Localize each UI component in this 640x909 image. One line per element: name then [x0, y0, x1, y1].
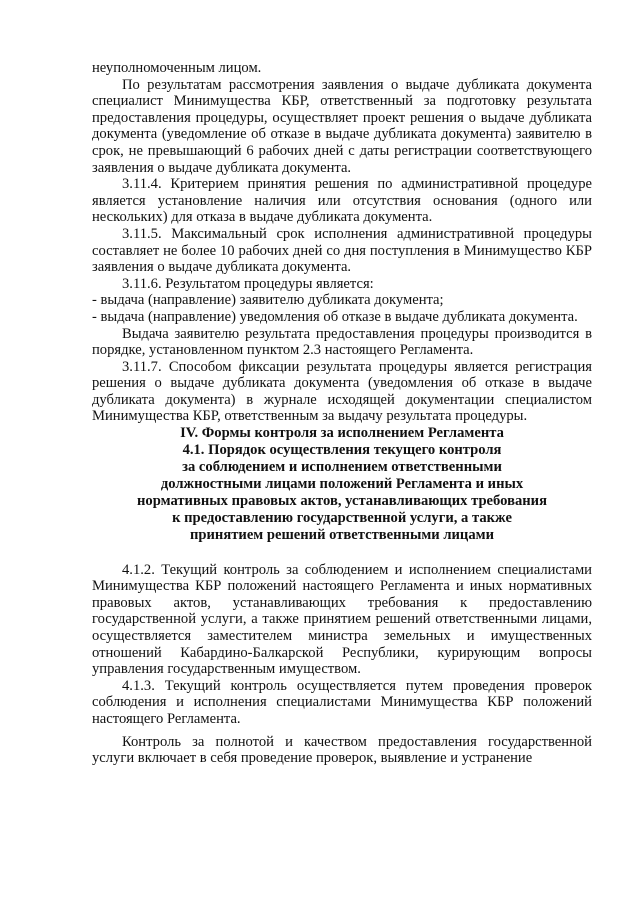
paragraph: Выдача заявителю результата предоставления процедуры производится в порядке, установленном пунктом 2.3 настоящего Регламента. [92, 325, 592, 359]
paragraph: 3.11.4. Критерием принятия решения по административной процедуре является установление наличия или отсутствия основания (одного или нескольких) для отказа в выдаче дубликата документа. [92, 176, 592, 226]
paragraph: 4.1.2. Текущий контроль за соблюдением и исполнением специалистами Минимущества КБР положений настоящего Регламента и иных нормативных правовых актов, устанавливающих требования к предоставлению государственной услуги, а также принятием решений ответственными лицами, осуществляется заместителем министра земельных и имущественных отношений Кабардино-Балкарской Республики, курирующим вопросы управления государственным имуществом. [92, 561, 592, 678]
subsection-heading-line: принятием решений ответственными лицами [190, 526, 494, 543]
paragraph: Контроль за полнотой и качеством предоставления государственной услуги включает в себя проведение проверок, выявление и устранение [92, 733, 592, 767]
paragraph: 3.11.5. Максимальный срок исполнения административной процедуры составляет не более 10 рабочих дней со дня поступления в Минимущество КБР заявления о выдаче дубликата документа. [92, 225, 592, 276]
list-item: - выдача (направление) заявителю дубликата документа; [92, 292, 444, 309]
subsection-heading-line: 4.1. Порядок осуществления текущего контроля [182, 441, 502, 458]
paragraph: По результатам рассмотрения заявления о выдаче дубликата документа специалист Минимущества КБР, ответственный за подготовку результата предоставления процедуры, осуществляет проект решения о выдаче дубликата документа (уведомление об отказе в выдаче дубликата документа) заявителю в срок, не превышающий 6 рабочих дней с даты регистрации соответствующего заявления о выдаче дубликата документа. [92, 76, 592, 176]
paragraph: неуполномоченным лицом. [92, 60, 262, 76]
subsection-heading-line: должностными лицами положений Регламента и иных [160, 475, 524, 492]
subsection-heading [92, 442, 592, 544]
document-body [92, 60, 592, 767]
paragraph: 3.11.6. Результатом процедуры является: [122, 275, 374, 292]
paragraph: 4.1.3. Текущий контроль осуществляется путем проведения проверок соблюдения и исполнения специалистами Минимущества КБР положений настоящего Регламента. [92, 677, 592, 727]
paragraph: 3.11.7. Способом фиксации результата процедуры является регистрация решения о выдаче дубликата документа (уведомления об отказе в выдаче дубликата документа) в журнале исходящей документации специалистом Минимущества КБР, ответственным за выдачу результата процедуры. [92, 358, 592, 425]
subsection-heading-line: за соблюдением и исполнением ответственными [182, 458, 502, 475]
list-item: - выдача (направление) уведомления об отказе в выдаче дубликата документа. [92, 308, 578, 325]
subsection-heading-line: нормативных правовых актов, устанавливающих требования [137, 492, 547, 509]
subsection-heading-line: к предоставлению государственной услуги, а также [172, 509, 512, 526]
section-heading: IV. Формы контроля за исполнением Регламента [180, 425, 504, 442]
